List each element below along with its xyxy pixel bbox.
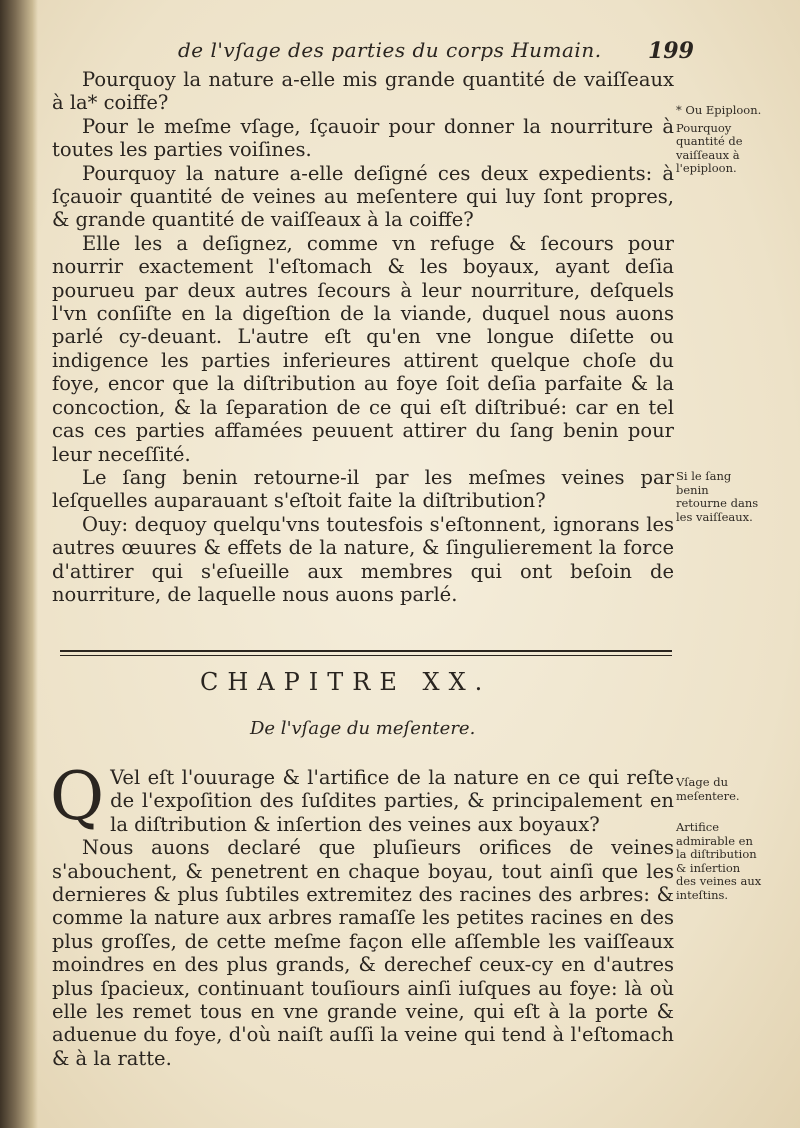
drop-capital: Q (50, 758, 105, 835)
margin-note: Pourquoy quantité de vaiſſeaux à l'epiploon. (676, 120, 743, 175)
margin-note: * Ou Epiploon. (676, 103, 762, 117)
top-text-block (52, 68, 674, 606)
answer-paragraph: Nous auons declaré que pluſieurs orifices de veines s'abouchent, & penetrent en chaque boyau, tout ainſi que les dernieres & plus ſubtiles extremitez des racines des arbres: & comme la nature aux arbres ramaſſe les petites racines en des plus groſſes, de cette meſme façon elle aſſemble les vaiſſeaux moindres en des plus grands, & derechef ceux-cy en d'autres plus ſpacieux, continuant touſiours ainſi iuſques au foye: là où elle les remet tous en vne grande veine, qui eſt à la porte & aduenue du foye, d'où naiſt auſſi la veine qui tend à l'eſtomach & à la ratte. (52, 836, 674, 1070)
page-number: 199 (648, 38, 694, 64)
answer-paragraph: Pour le meſme vſage, ſçauoir pour donner la nourriture à toutes les parties voiſines. (52, 114, 674, 162)
answer-paragraph: Ouy: dequoy quelqu'vns toutesfois s'eſtonnent, ignorans les autres œuures & effets de la nature, & ſingulierement la force d'attirer qui s'eſueille aux membres qui ont beſoin de nourriture, de laquelle nous auons parlé. (52, 512, 674, 606)
opening-paragraph (50, 758, 674, 836)
question-paragraph: Le ſang benin retourne-il par les meſmes veines par leſquelles auparauant s'eſtoit faite la diſtribution? (52, 465, 674, 513)
margin-notes-middle (676, 470, 762, 528)
binding-gutter (0, 0, 38, 1128)
question-paragraph: Pourquoy la nature a-elle mis grande quantité de vaiſſeaux à la* coiffe? (52, 68, 674, 115)
question-paragraph: Pourquoy la nature a-elle deſigné ces deux expedients: à ſçauoir quantité de veines au meſentere qui luy ſont propres, & grande quantité de vaiſſeaux à la coiffe? (52, 161, 674, 232)
margin-note: Vſage du meſentere. (676, 775, 740, 803)
chapter-text-block (50, 758, 674, 1070)
margin-note: Si le ſang benin retourne dans les vaiſſeaux. (676, 469, 759, 524)
opening-question: Vel eſt l'ouurage & l'artifice de la nature en ce qui reſte de l'expoſition des ſuſdites parties, & principalement en la diſtribution & inſertion des veines aux boyaux? (110, 766, 674, 836)
running-title: de l'vſage des parties du corps Humain. (178, 38, 602, 62)
margin-note: Artifice admirable en la diſtribution & inſertion des veines aux inteſtins. (676, 820, 762, 902)
section-rule (60, 650, 672, 656)
margin-notes-bottom (676, 776, 762, 906)
chapter-subtitle: De l'vſage du meſentere. (250, 718, 476, 739)
answer-paragraph: Elle les a deſignez, comme vn refuge & ſecours pour nourrir exactement l'eſtomach & les boyaux, ayant deſia pourueu par deux autres ſecours à leur nourriture, deſquels l'vn conſiſte en la digeſtion de la viande, duquel nous auons parlé cy-deuant. L'autre eſt qu'en vne longue diſette ou indigence les parties inferieures attirent quelque choſe du foye, encor que la diſtribution au foye ſoit deſia parfaite & la concoction, & la ſeparation de ce qui eſt diſtribué: car en tel cas ces parties affamées peuuent attirer du ſang benin pour leur neceſſité. (52, 231, 674, 466)
margin-notes-top (676, 104, 762, 180)
chapter-heading: CHAPITRE XX. (200, 668, 492, 696)
